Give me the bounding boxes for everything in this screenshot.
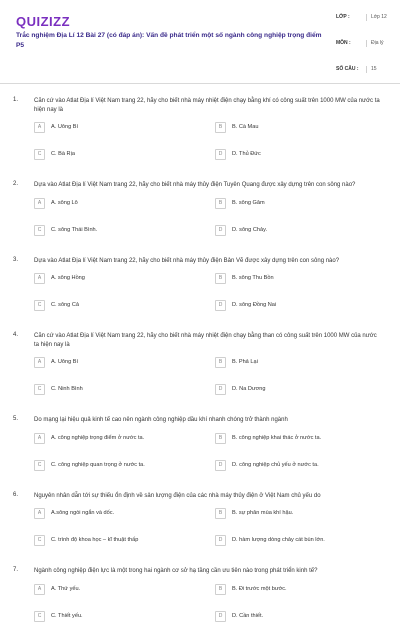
- question-number: 2.: [13, 181, 19, 187]
- question-3: [0, 257, 400, 315]
- worksheet-header: [0, 0, 400, 84]
- question-7: [0, 567, 400, 625]
- option-text: C. sông Cả: [51, 302, 79, 308]
- option-b[interactable]: [215, 122, 375, 136]
- option-letter-box: C: [34, 300, 45, 311]
- option-b[interactable]: [215, 357, 375, 371]
- option-a[interactable]: [34, 584, 194, 598]
- option-letter-box: B: [215, 198, 226, 209]
- question-1: [0, 97, 400, 163]
- option-letter-box: D: [215, 384, 226, 395]
- question-number: 5.: [13, 416, 19, 422]
- options-grid: [34, 273, 364, 314]
- option-text: C. Ninh Bình: [51, 386, 83, 392]
- question-6: [0, 492, 400, 550]
- option-text: D. công nghiệp chủ yếu ở nước ta.: [232, 461, 319, 468]
- option-letter-box: C: [34, 460, 45, 471]
- option-c[interactable]: [34, 384, 194, 398]
- option-b[interactable]: [215, 508, 375, 522]
- option-letter-box: A: [34, 198, 45, 209]
- option-text: C. Thiết yếu.: [51, 612, 83, 619]
- option-text: C. Bà Rịa: [51, 151, 75, 157]
- question-number: 4.: [13, 332, 19, 338]
- option-d[interactable]: [215, 460, 375, 474]
- option-text: B. công nghiệp khai thác ở nước ta.: [232, 434, 322, 441]
- option-text: C. công nghiệp quan trọng ở nước ta.: [51, 461, 145, 468]
- options-grid: [34, 357, 364, 398]
- option-letter-box: A: [34, 584, 45, 595]
- option-text: A. Thứ yếu.: [51, 585, 81, 592]
- option-letter-box: C: [34, 535, 45, 546]
- quizizz-logo: QUIZIZZ: [16, 14, 71, 29]
- option-a[interactable]: [34, 198, 194, 212]
- option-c[interactable]: [34, 611, 194, 625]
- option-d[interactable]: [215, 611, 375, 625]
- option-a[interactable]: [34, 357, 194, 371]
- option-letter-box: D: [215, 460, 226, 471]
- option-text: D. hàm lượng dòng chảy cát bùn lớn.: [232, 537, 325, 543]
- question-number: 6.: [13, 491, 19, 498]
- option-text: B. sông Gâm: [232, 199, 265, 206]
- question-text: Nguyên nhân dẫn tới sự thiếu ổn định về sản lượng điện của các nhà máy thủy điện ở Việt Nam chủ yếu do: [34, 492, 321, 499]
- meta-label-class: LỚP :: [336, 14, 350, 20]
- option-c[interactable]: [34, 460, 194, 474]
- option-text: A. sông Lô: [51, 199, 78, 206]
- options-grid: [34, 584, 364, 625]
- question-text: Do mạng lại hiệu quả kinh tế cao nên ngành công nghiệp dầu khí nhanh chóng trở thành ngành: [34, 417, 288, 423]
- option-letter-box: D: [215, 149, 226, 160]
- option-letter-box: C: [34, 225, 45, 236]
- option-text: A. Uông Bí: [51, 124, 79, 130]
- option-letter-box: D: [215, 611, 226, 622]
- options-grid: [34, 433, 364, 474]
- option-c[interactable]: [34, 300, 194, 314]
- option-text: B. Đi trước một bước.: [232, 585, 287, 592]
- option-text: B. sự phân mùa khí hậu.: [232, 510, 294, 516]
- options-grid: [34, 198, 364, 239]
- option-b[interactable]: [215, 433, 375, 447]
- option-a[interactable]: [34, 433, 194, 447]
- option-text: B. Phả Lại: [232, 359, 258, 365]
- option-c[interactable]: [34, 149, 194, 163]
- option-letter-box: D: [215, 300, 226, 311]
- option-a[interactable]: [34, 508, 194, 522]
- options-grid: [34, 508, 364, 549]
- question-5: [0, 416, 400, 474]
- option-d[interactable]: [215, 225, 375, 239]
- question-list: [0, 97, 400, 643]
- option-text: A. sông Hồng: [51, 275, 85, 281]
- option-b[interactable]: [215, 273, 375, 287]
- question-2: [0, 181, 400, 239]
- option-text: D. Thủ Đức: [232, 151, 261, 157]
- option-c[interactable]: [34, 535, 194, 549]
- question-number: 1.: [13, 97, 19, 103]
- option-letter-box: B: [215, 508, 226, 519]
- option-text: C. trình độ khoa học – kĩ thuật thấp: [51, 537, 139, 543]
- question-4: [0, 332, 400, 398]
- option-letter-box: B: [215, 584, 226, 595]
- question-number: 3.: [13, 256, 19, 263]
- option-d[interactable]: [215, 149, 375, 163]
- option-d[interactable]: [215, 384, 375, 398]
- option-letter-box: A: [34, 508, 45, 519]
- option-a[interactable]: [34, 122, 194, 136]
- meta-label-count: SỐ CÂU :: [336, 66, 359, 72]
- meta-value-count: 15: [366, 66, 388, 73]
- option-letter-box: B: [215, 122, 226, 133]
- question-text: Dựa vào Atlat Địa lí Việt Nam trang 22, hãy cho biết nhà máy thủy điện Bản Vẽ được xây dựng trên con sông nào?: [34, 257, 340, 264]
- option-letter-box: B: [215, 433, 226, 444]
- option-text: C. sông Thái Bình.: [51, 226, 98, 233]
- option-text: D. Na Dương: [232, 386, 266, 392]
- option-text: D. sông Đồng Nai: [232, 302, 277, 308]
- meta-value-subject: Địa lý: [366, 40, 388, 47]
- option-letter-box: D: [215, 535, 226, 546]
- option-a[interactable]: [34, 273, 194, 287]
- meta-label-subject: MÔN :: [336, 40, 351, 46]
- option-text: A.sông ngòi ngắn và dốc.: [51, 510, 115, 516]
- option-letter-box: B: [215, 273, 226, 284]
- option-text: B. Cà Mau: [232, 124, 259, 130]
- option-letter-box: C: [34, 611, 45, 622]
- option-letter-box: B: [215, 357, 226, 368]
- question-number: 7.: [13, 567, 19, 573]
- option-letter-box: C: [34, 384, 45, 395]
- meta-value-class: Lớp 12: [366, 14, 388, 21]
- option-letter-box: A: [34, 122, 45, 133]
- option-d[interactable]: [215, 535, 375, 549]
- question-text: Căn cứ vào Atlat Địa lí Việt Nam trang 22, hãy cho biết nhà máy nhiệt điện chạy bằng khí có công suất trên 1000 MW của nước ta hiện nay là: [34, 98, 380, 113]
- option-letter-box: C: [34, 149, 45, 160]
- option-letter-box: A: [34, 357, 45, 368]
- option-text: A. công nghiệp trọng điểm ở nước ta.: [51, 434, 145, 441]
- question-text: Dựa vào Atlat Địa lí Việt Nam trang 22, hãy cho biết nhà máy thủy điện Tuyên Quang được xây dựng trên con sông nào?: [34, 182, 356, 188]
- option-c[interactable]: [34, 225, 194, 239]
- question-text: Ngành công nghiệp điện lực là một trong hai ngành cơ sở hạ tầng cần ưu tiên nào trong phát triển kinh tế?: [34, 568, 318, 574]
- option-letter-box: A: [34, 273, 45, 284]
- option-letter-box: D: [215, 225, 226, 236]
- option-letter-box: A: [34, 433, 45, 444]
- option-d[interactable]: [215, 300, 375, 314]
- question-text: Căn cứ vào Atlat Địa lí Việt Nam trang 22, hãy cho biết nhà máy nhiệt điện chạy bằng than có công suất trên 1000 MW của nước ta hiện nay là: [34, 333, 377, 348]
- option-b[interactable]: [215, 198, 375, 212]
- worksheet-title: Trắc nghiệm Địa Lí 12 Bài 27 (có đáp án): Vấn đề phát triển một số ngành công nghiệp trọng điểm P5: [16, 32, 322, 49]
- option-text: D. Cần thiết.: [232, 612, 264, 619]
- option-text: D. sông Chảy.: [232, 226, 268, 233]
- option-text: A. Uông Bí: [51, 359, 79, 365]
- options-grid: [34, 122, 364, 163]
- option-text: B. sông Thu Bồn: [232, 275, 274, 281]
- option-b[interactable]: [215, 584, 375, 598]
